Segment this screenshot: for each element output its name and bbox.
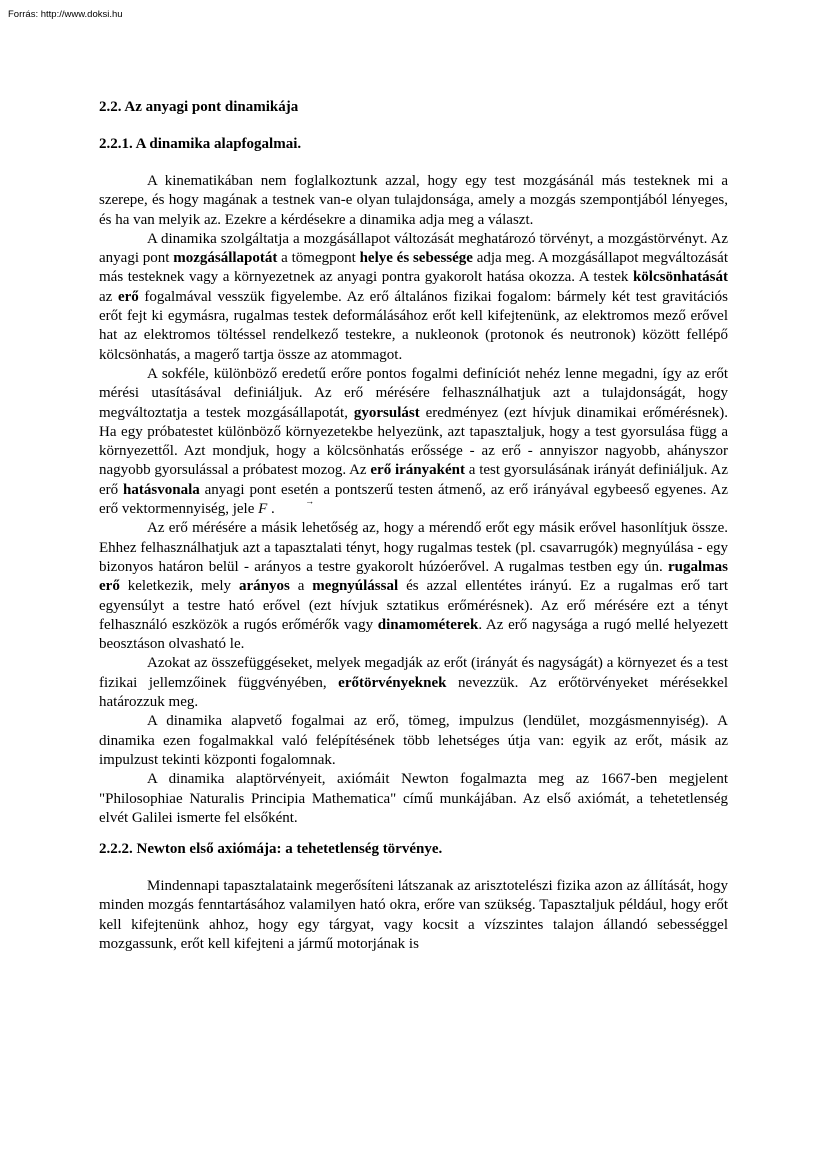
paragraph-5: Azokat az összefüggéseket, melyek megadják az erőt (irányát és nagyságát) a környezet és a test fizikai jellemzőinek függvényében, erőtörvényeknek nevezzük. Az erőtörvényeket mérésekkel határozzuk meg. (99, 655, 728, 711)
paragraph-3: A sokféle, különböző eredetű erőre pontos fogalmi definíciót nehéz lenne megadni, így az erőt mérési utasításával definiáljuk. Az erő mérésére felhasználhatjuk azt a tulajdonságát, hogy megváltoztatja a testek mozgásállapotát, gyorsulást eredményez (ezt hívjuk dinamikai erőmérésnek). Ha egy próbatestet különböző környezetekbe helyezünk, azt tapasztaljuk, hogy a test gyorsulása függ a környezettől. Azt mondjuk, hogy a kölcsönhatás erőssége - az erő - annyiszor nagyobb, ahányszor nagyobb gyorsulással a próbatest mozog. Az erő irányaként a test gyorsulásának irányát definiáljuk. Az erő hatásvonala anyagi pont esetén a pontszerű testen átmenő, az erő irányával egybeeső egyenes. Az erő vektormennyiség, jele → F . (99, 365, 728, 519)
document-body (99, 98, 728, 954)
section-title: 2.2. Az anyagi pont dinamikája (99, 99, 299, 115)
paragraph-8: Mindennapi tapasztalataink megerősíteni látszanak az arisztotelészi fizika azon az állítását, hogy minden mozgás fenntartásához valamilyen ható okra, erőre van szükség. Tapasztaljuk például, hogy erőt kell kifejtenünk ahhoz, hogy egy tárgyat, vagy kocsit a vízszintes talajon állandó sebességgel mozgassunk, erőt kell kifejteni a jármű motorjának is (99, 878, 728, 952)
paragraph-6: A dinamika alapvető fogalmai az erő, tömeg, impulzus (lendület, mozgásmennyiség). A dinamika ezen fogalmakkal való felépítésének több lehetséges útja van: egyik az erőt, másik az impulzust tekinti központi fogalomnak. (99, 713, 728, 768)
force-vector-symbol: → F (258, 501, 267, 517)
subsection-heading-1: 2.2.1. A dinamika alapfogalmai. (99, 136, 302, 152)
paragraph-1: A kinematikában nem foglalkoztunk azzal, hogy egy test mozgásánál más testeknek mi a szerepe, és hogy magának a testnek van-e olyan tulajdonsága, amely a mozgás szempontjából lényeges, és ha van melyik az. Ezekre a kérdésekre a dinamika adja meg a választ. (99, 173, 728, 228)
source-label: Forrás: http://www.doksi.hu (8, 9, 123, 20)
subsection-heading-2: 2.2.2. Newton első axiómája: a tehetetlenség törvénye. (99, 841, 443, 858)
paragraph-4: Az erő mérésére a másik lehetőség az, hogy a mérendő erőt egy másik erővel hasonlítjuk össze. Ehhez felhasználhatjuk azt a tapasztalati tényt, hogy rugalmas testek (pl. csavarrugók) megnyúlása - egy bizonyos határon belül - arányos a testre gyakorolt húzóerővel. A rugalmas testben egy ún. rugalmas erő keletkezik, mely arányos a megnyúlással és azzal ellentétes irányú. Ez a rugalmas erő tart egyensúlyt a testre ható erővel (ezt hívjuk sztatikus erőmérésnek). Az erő mérésére ezt a tényt felhasználó eszközök a rugós erőmérők vagy dinamométerek. Az erő nagysága a rugó mellé helyezett beosztáson olvasható le. (99, 520, 728, 653)
paragraph-7: A dinamika alaptörvényeit, axiómáit Newton fogalmazta meg az 1667-ben megjelent "Philosophiae Naturalis Principia Mathematica" című munkájában. Az első axiómát, a tehetetlenség elvét Galilei ismerte fel elsőként. (99, 771, 728, 826)
paragraph-2: A dinamika szolgáltatja a mozgásállapot változását meghatározó törvényt, a mozgástörvényt. Az anyagi pont mozgásállapotát a tömegpont helye és sebessége adja meg. A mozgásállapot megváltozását más testeknek vagy a környezetnek az anyagi pontra gyakorolt hatása okozza. A testek kölcsönhatását az erő fogalmával vesszük figyelembe. Az erő általános fizikai fogalom: bármely két test gravitációs erőt fejt ki egymásra, rugalmas testek deformálásához erőt kell kifejtenünk, az elektromos mező erővel hat az elektromos töltéssel rendelkező testekre, a nukleonok (protonok és neutronok) között fellépő kölcsönhatás, a magerő tartja össze az atommagot. (99, 230, 729, 363)
